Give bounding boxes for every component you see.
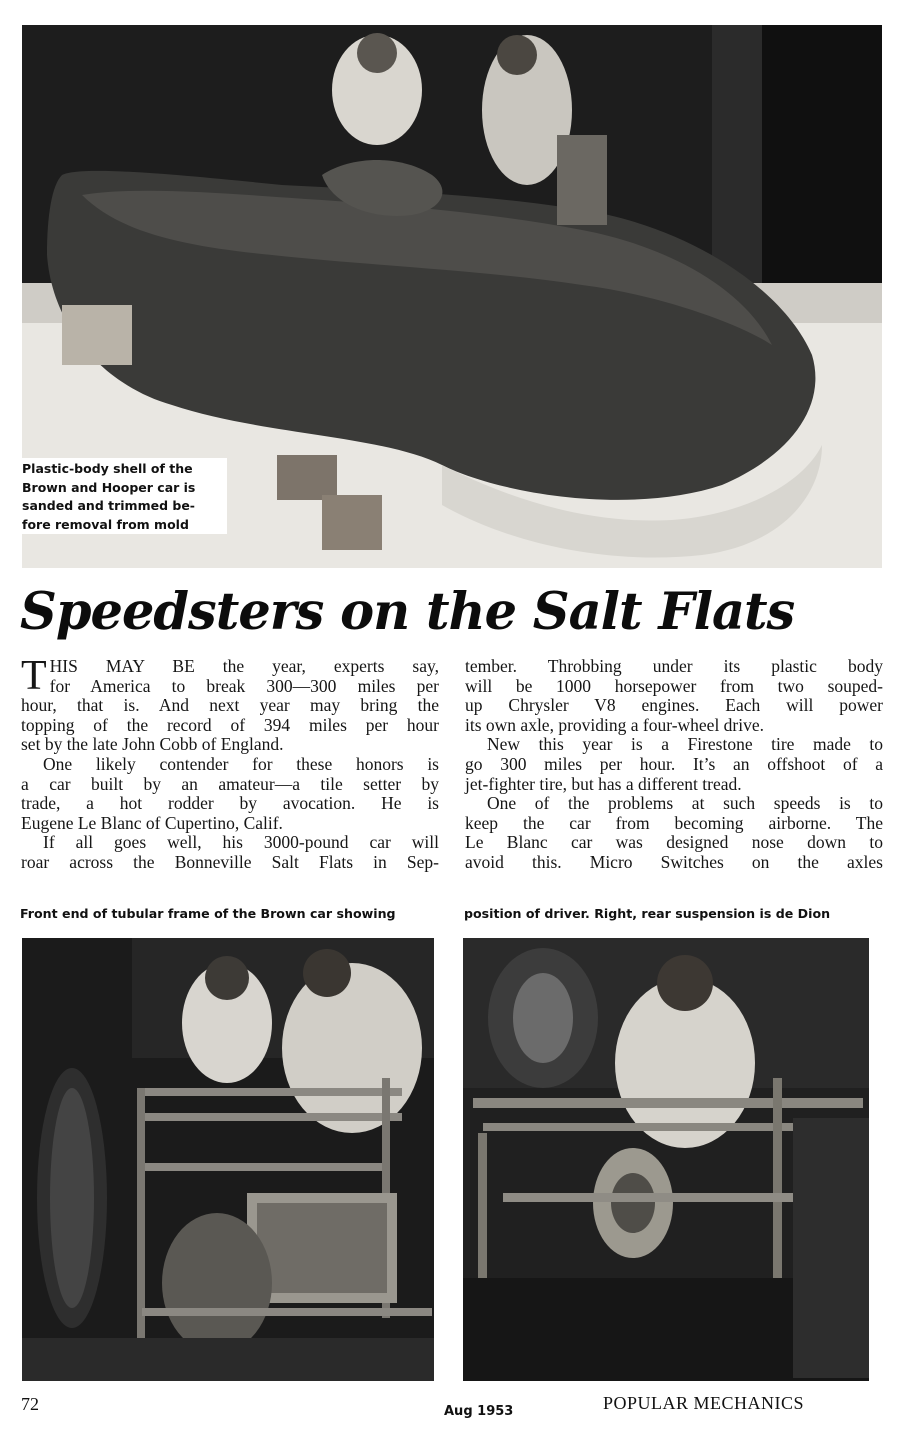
magazine-name: POPULAR MECHANICS bbox=[603, 1393, 805, 1413]
text-line: avoid this. Micro Switches on the axles bbox=[465, 851, 883, 872]
text-line: its own axle, providing a four-wheel drive. bbox=[465, 714, 765, 735]
caption-left: Front end of tubular frame of the Brown car showing bbox=[20, 906, 396, 921]
text-line: set by the late John Cobb of England. bbox=[21, 734, 284, 755]
page-number: 72 bbox=[21, 1394, 39, 1414]
caption-right: position of driver. Right, rear suspension is de Dion bbox=[464, 906, 831, 921]
text-line: up Chrysler V8 engines. Each will power bbox=[465, 695, 883, 716]
article-headline: Speedsters on the Salt Flats bbox=[20, 582, 795, 642]
text-line: New this year is a Firestone tire made to bbox=[487, 734, 883, 755]
text-line: for America to break 300—300 miles per bbox=[49, 675, 439, 696]
caption-line: fore removal from mold bbox=[22, 516, 189, 532]
text-line: HIS MAY BE the year, experts say, bbox=[49, 656, 439, 676]
photo-rear-suspension bbox=[463, 938, 869, 1381]
text-line: will be 1000 horsepower from two souped- bbox=[465, 675, 883, 696]
text-line: If all goes well, his 3000-pound car will bbox=[43, 832, 439, 853]
text-line: a car built by an amateur—a tile setter by bbox=[21, 773, 439, 794]
text-line: topping of the record of 394 miles per hour bbox=[21, 714, 439, 735]
caption-line: sanded and trimmed be- bbox=[22, 498, 195, 513]
text-line: tember. Throbbing under its plastic body bbox=[465, 656, 883, 676]
text-line: roar across the Bonneville Salt Flats in Sep- bbox=[21, 851, 439, 872]
text-line: Le Blanc car was designed nose down to bbox=[465, 832, 883, 853]
text-line: One of the problems at such speeds is to bbox=[487, 793, 883, 814]
text-line: hour, that is. And next year may bring the bbox=[21, 695, 439, 716]
drop-cap: T bbox=[21, 653, 47, 699]
issue-date: Aug 1953 bbox=[444, 1404, 514, 1419]
text-line: go 300 miles per hour. It’s an offshoot of a bbox=[465, 753, 883, 774]
text-line: keep the car from becoming airborne. The bbox=[465, 812, 883, 833]
text-line: Eugene Le Blanc of Cupertino, Calif. bbox=[21, 812, 283, 833]
caption-line: Brown and Hooper car is bbox=[22, 479, 196, 495]
caption-line: Plastic-body shell of the bbox=[22, 461, 193, 476]
article-column-right bbox=[465, 657, 883, 873]
text-line: trade, a hot rodder by avocation. He is bbox=[21, 793, 439, 814]
text-line: jet-fighter tire, but has a different tread. bbox=[465, 773, 742, 794]
photo-front-frame bbox=[22, 938, 434, 1381]
top-photo-caption bbox=[22, 458, 227, 534]
article-column-left bbox=[21, 653, 439, 873]
text-line: One likely contender for these honors is bbox=[43, 753, 439, 774]
